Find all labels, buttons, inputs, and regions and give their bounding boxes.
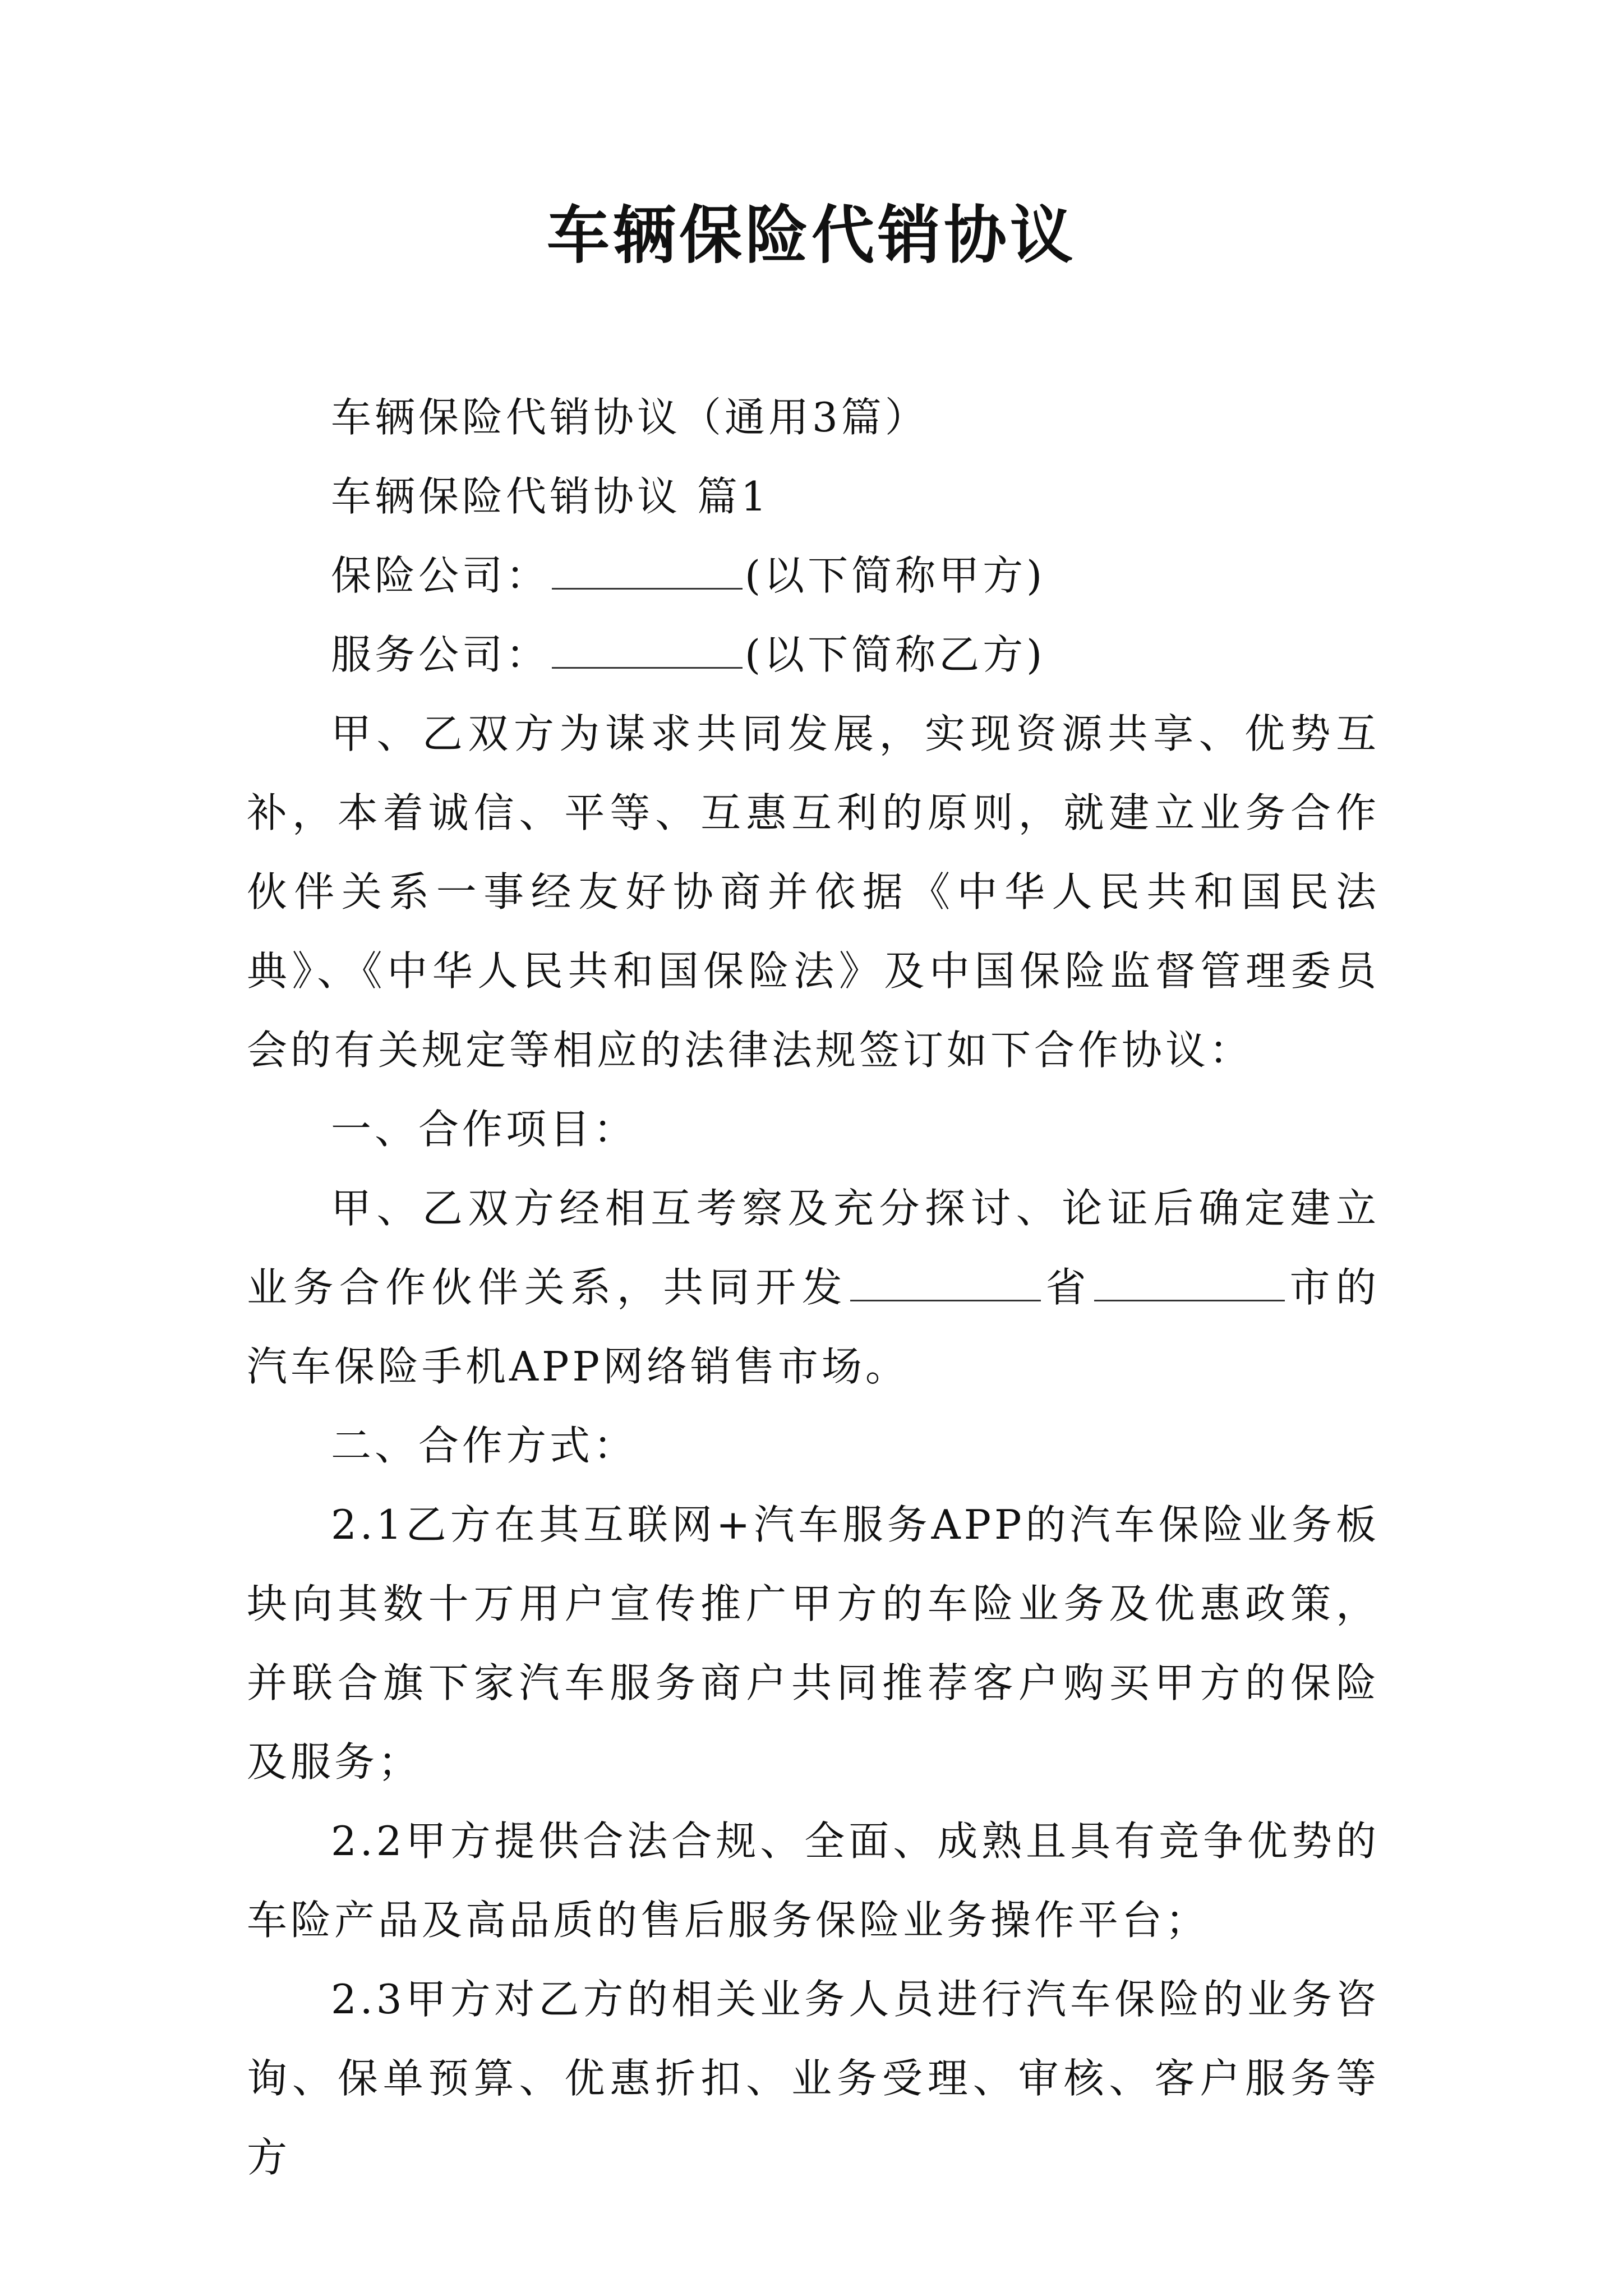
party-a-label: 保险公司： bbox=[331, 552, 550, 599]
party-b-note: (以下简称乙方) bbox=[745, 631, 1046, 678]
party-a-note: (以下简称甲方) bbox=[745, 552, 1046, 599]
party-b-blank bbox=[552, 633, 743, 669]
section-heading-2: 二、合作方式： bbox=[331, 1422, 638, 1469]
paragraph-heading-general: 车辆保险代销协议（通用3篇） bbox=[331, 394, 929, 441]
clause-2-3: 2.3甲方对乙方的相关业务人员进行汽车保险的业务咨询、保单预算、优惠折扣、业务受理、审核、客户服务等方 bbox=[247, 1976, 1380, 2181]
document-title: 车辆保险代销协议 bbox=[547, 199, 1076, 272]
party-a-blank bbox=[552, 554, 743, 590]
section-heading-1: 一、合作项目： bbox=[331, 1106, 638, 1153]
paragraph-heading-part1: 车辆保险代销协议 篇1 bbox=[331, 473, 770, 520]
paragraph-party-b bbox=[247, 615, 1380, 694]
paragraph-preamble: 甲、乙双方为谋求共同发展，实现资源共享、优势互补，本着诚信、平等、互惠互利的原则，就建立业务合作伙伴关系一事经友好协商并依据《中华人民共和国民法典》、《中华人民共和国保险法》及中国保险监督管理委员会的有关规定等相应的法律法规签订如下合作协议： bbox=[247, 710, 1380, 1074]
province-blank bbox=[850, 1266, 1041, 1301]
paragraph-party-a bbox=[247, 536, 1380, 615]
project-province-label: 省 bbox=[1043, 1264, 1092, 1311]
project-text-start: 甲、乙双方经相互考察及充分探讨、论证后确定建立业务合作伙伴关系，共同开发 bbox=[247, 1185, 1380, 1311]
document-body bbox=[247, 378, 1380, 2197]
clause-2-2: 2.2甲方提供合法合规、全面、成熟且具有竞争优势的车险产品及高品质的售后服务保险业务操作平台； bbox=[247, 1818, 1380, 1944]
party-b-label: 服务公司： bbox=[331, 631, 550, 678]
city-blank bbox=[1094, 1266, 1285, 1301]
paragraph-cooperation-project bbox=[247, 1169, 1380, 1406]
clause-2-1: 2.1乙方在其互联网+汽车服务APP的汽车保险业务板块向其数十万用户宣传推广甲方的车险业务及优惠政策，并联合旗下家汽车服务商户共同推荐客户购买甲方的保险及服务； bbox=[247, 1501, 1380, 1786]
project-text-end: 市的汽车保险手机APP网络销售市场。 bbox=[247, 1264, 1380, 1390]
